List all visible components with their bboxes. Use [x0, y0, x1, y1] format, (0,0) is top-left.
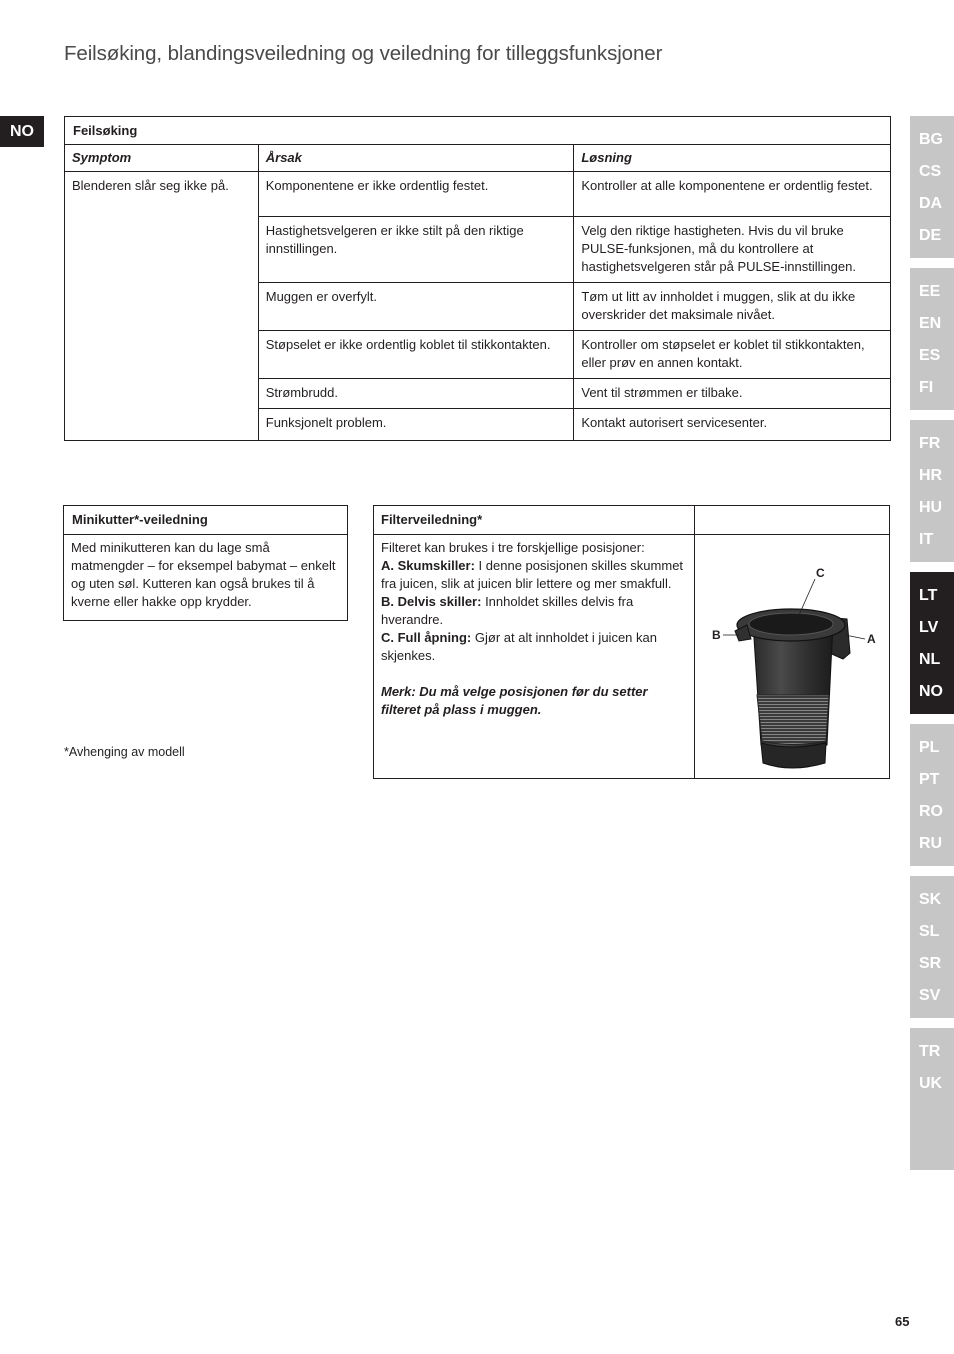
lang-tab-lv[interactable]: LV	[919, 619, 939, 636]
filter-option-a-label: A. Skumskiller:	[381, 558, 475, 573]
lang-group-1	[910, 116, 954, 258]
filter-option-c-text: Gjør at alt innholdet i juicen kan skjenkes.	[381, 630, 657, 663]
lang-tab-en[interactable]: EN	[919, 315, 942, 332]
lang-tab-fi[interactable]: FI	[919, 379, 934, 396]
lang-tab-sv[interactable]: SV	[919, 987, 941, 1004]
solution-cell: Kontakt autorisert servicesenter.	[574, 409, 891, 441]
filter-description	[374, 535, 695, 779]
lang-tab-ee[interactable]: EE	[919, 283, 941, 300]
lang-group-5	[910, 724, 954, 866]
cause-cell: Muggen er overfylt.	[258, 283, 574, 331]
lang-tab-ro[interactable]: RO	[919, 803, 943, 820]
lang-tab-hu[interactable]: HU	[919, 499, 943, 516]
cause-cell: Funksjonelt problem.	[258, 409, 574, 441]
solution-cell: Kontroller at alle komponentene er ordentlig festet.	[574, 172, 891, 217]
lang-tab-fr[interactable]: FR	[919, 435, 941, 452]
lang-tab-de[interactable]: DE	[919, 227, 942, 244]
col-header-solution: Løsning	[574, 145, 891, 172]
minicutter-body: Med minikutteren kan du lage små matmengder – for eksempel babymat – enkelt og uten søl. Kutteren kan også brukes til å kverne eller hakke opp krydder.	[64, 535, 348, 621]
filter-label-b: B	[712, 628, 722, 642]
lang-tab-uk[interactable]: UK	[919, 1075, 943, 1092]
lang-group-4-active	[910, 572, 954, 714]
filter-basket-image	[695, 535, 890, 779]
lang-group-6	[910, 876, 954, 1018]
cause-cell: Støpselet er ikke ordentlig koblet til stikkontakten.	[258, 331, 574, 379]
lang-tab-nl[interactable]: NL	[919, 651, 941, 668]
filter-option-c-label: C. Full åpning:	[381, 630, 472, 645]
footnote: *Avhenging av modell	[64, 745, 185, 759]
minicutter-title: Minikutter*-veiledning	[64, 506, 348, 535]
cause-cell: Komponentene er ikke ordentlig festet.	[258, 172, 574, 217]
cause-cell: Strømbrudd.	[258, 379, 574, 409]
filter-label-a: A	[867, 632, 877, 646]
lang-tab-no[interactable]: NO	[919, 683, 943, 700]
lang-tab-bg[interactable]: BG	[919, 131, 943, 148]
col-header-cause: Årsak	[258, 145, 574, 172]
lang-tab-lt[interactable]: LT	[919, 587, 938, 604]
filter-title: Filterveiledning*	[374, 506, 695, 535]
lang-tab-tr[interactable]: TR	[919, 1043, 941, 1060]
table-row	[65, 172, 891, 217]
filter-note: Merk: Du må velge posisjonen før du setter filteret på plass i muggen.	[381, 684, 648, 717]
lang-tab-hr[interactable]: HR	[919, 467, 943, 484]
filter-option-b	[381, 593, 687, 629]
filter-option-a-text: I denne posisjonen skilles skummet fra juicen, slik at juicen blir lettere og mer smakfull.	[381, 558, 684, 591]
lang-group-7	[910, 1028, 954, 1170]
minicutter-table	[63, 505, 348, 621]
lang-tab-sk[interactable]: SK	[919, 891, 942, 908]
solution-cell: Kontroller om støpselet er koblet til stikkontakten, eller prøv en annen kontakt.	[574, 331, 891, 379]
page-title: Feilsøking, blandingsveiledning og veiledning for tilleggsfunksjoner	[64, 42, 663, 65]
current-language-badge: NO	[0, 116, 44, 147]
lang-tab-cs[interactable]: CS	[919, 163, 942, 180]
lang-group-2	[910, 268, 954, 410]
filter-option-c	[381, 629, 687, 665]
filter-intro: Filteret kan brukes i tre forskjellige posisjoner:	[381, 540, 645, 555]
filter-option-b-label: B. Delvis skiller:	[381, 594, 482, 609]
filter-image-cell	[695, 535, 890, 779]
lang-tab-ru[interactable]: RU	[919, 835, 943, 852]
lang-tab-sr[interactable]: SR	[919, 955, 942, 972]
filter-option-a	[381, 557, 687, 593]
lang-tab-sl[interactable]: SL	[919, 923, 940, 940]
symptom-cell: Blenderen slår seg ikke på.	[65, 172, 259, 441]
filter-option-b-text: Innholdet skilles delvis fra hverandre.	[381, 594, 634, 627]
lang-group-3	[910, 420, 954, 562]
filter-table	[373, 505, 890, 779]
page-number: 65	[895, 1314, 910, 1329]
lang-tab-pl[interactable]: PL	[919, 739, 940, 756]
cause-cell: Hastighetsvelgeren er ikke stilt på den riktige innstillingen.	[258, 217, 574, 283]
troubleshooting-title: Feilsøking	[65, 117, 891, 145]
solution-cell: Vent til strømmen er tilbake.	[574, 379, 891, 409]
troubleshooting-table	[64, 116, 891, 441]
col-header-symptom: Symptom	[65, 145, 259, 172]
language-tab-rail	[910, 116, 954, 1170]
filter-label-c: C	[816, 566, 826, 580]
lang-tab-pt[interactable]: PT	[919, 771, 940, 788]
solution-cell: Tøm ut litt av innholdet i muggen, slik at du ikke overskrider det maksimale nivået.	[574, 283, 891, 331]
lang-tab-es[interactable]: ES	[919, 347, 941, 364]
solution-cell: Velg den riktige hastigheten. Hvis du vil bruke PULSE-funksjonen, må du kontrollere at hastighetsvelgeren står på PULSE-innstillingen.	[574, 217, 891, 283]
filter-header-empty	[695, 506, 890, 535]
lang-tab-da[interactable]: DA	[919, 195, 943, 212]
lang-tab-it[interactable]: IT	[919, 531, 934, 548]
